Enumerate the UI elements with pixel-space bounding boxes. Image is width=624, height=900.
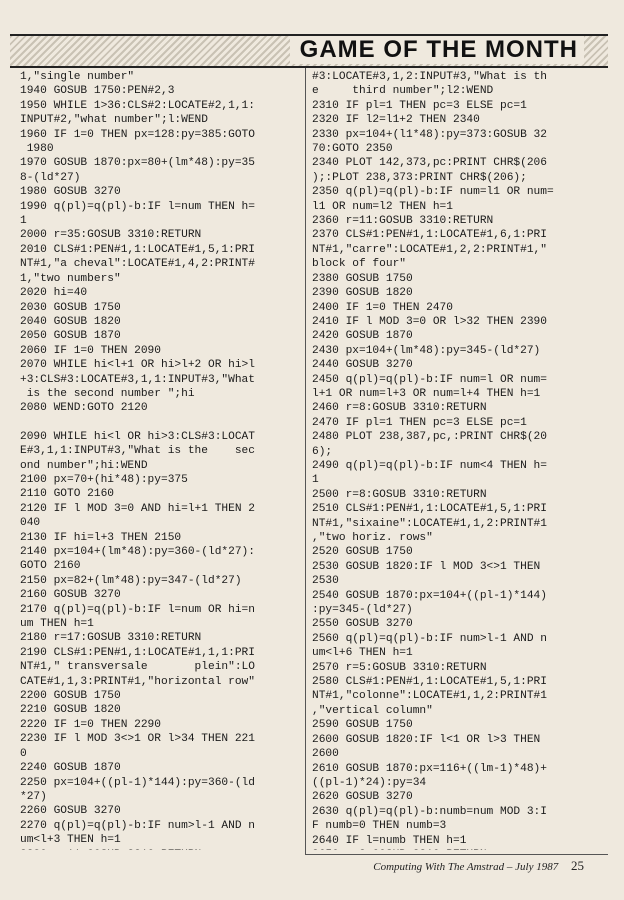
code-line: 0 (20, 747, 27, 760)
code-line: 2380 GOSUB 1750 (312, 272, 413, 285)
code-line: 2550 GOSUB 3270 (312, 618, 413, 631)
code-line: 2120 IF l MOD 3=0 AND hi=l+1 THEN 2 (20, 502, 255, 515)
code-line: 2430 px=104+(lm*48):py=345-(ld*27) (312, 344, 541, 357)
code-line: 2570 r=5:GOSUB 3310:RETURN (312, 661, 487, 674)
publication-credit: Computing With The Amstrad – July 1987 (373, 861, 559, 873)
code-line: 2360 r=11:GOSUB 3310:RETURN (312, 215, 494, 228)
code-line: 2400 IF 1=0 THEN 2470 (312, 301, 453, 314)
code-line: 2150 px=82+(lm*48):py=347-(ld*27) (20, 574, 242, 587)
code-line: *27) (20, 790, 47, 803)
code-line: 2320 IF l2=l1+2 THEN 2340 (312, 114, 480, 127)
code-line: NT#1," transversale plein":LO (20, 661, 255, 674)
code-line: 2630 q(pl)=q(pl)-b:numb=num MOD 3:I (312, 805, 547, 818)
code-line: 2010 CLS#1:PEN#1,1:LOCATE#1,5,1:PRI (20, 243, 255, 256)
code-line: #3:LOCATE#3,1,2:INPUT#3,"What is th (312, 71, 547, 83)
code-line: 2130 IF hi=l+3 THEN 2150 (20, 531, 182, 544)
code-line: 1,"two numbers" (20, 272, 121, 285)
code-line: 2530 GOSUB 1820:IF l MOD 3<>1 THEN (312, 560, 541, 573)
listing-column-right (312, 70, 608, 850)
code-line: ,"two horiz. rows" (312, 532, 433, 544)
code-line: NT#1,"sixaine":LOCATE#1,1,2:PRINT#1 (312, 517, 547, 530)
code-line (20, 848, 302, 850)
code-line: 2490 q(pl)=q(pl)-b:IF num<4 THEN h= (312, 459, 547, 472)
code-line: 2080 WEND:GOTO 2120 (20, 402, 148, 415)
code-line: 2030 GOSUB 1750 (20, 301, 121, 314)
code-line: 2440 GOSUB 3270 (312, 359, 413, 372)
code-line: 2600 (312, 748, 339, 761)
code-line: ((pl-1)*24):py=34 (312, 776, 427, 789)
code-line: 2480 PLOT 238,387,pc,:PRINT CHR$(20 (312, 431, 547, 444)
code-line: 2230 IF l MOD 3<>1 OR l>34 THEN 221 (20, 733, 255, 746)
code-line: GOTO 2160 (20, 560, 81, 573)
page-number: 25 (571, 858, 584, 873)
code-line: 2610 GOSUB 1870:px=116+((lm-1)*48)+ (312, 762, 547, 775)
code-line: 2250 px=104+((pl-1)*144):py=360-(ld (20, 776, 255, 789)
code-line: 2370 CLS#1:PEN#1,1:LOCATE#1,6,1:PRI (312, 229, 547, 242)
code-line: 2190 CLS#1:PEN#1,1:LOCATE#1,1,1:PRI (20, 646, 255, 659)
code-line: um<l+6 THEN h=1 (312, 647, 413, 660)
code-line: ond number";hi:WEND (20, 459, 148, 472)
code-line: 2390 GOSUB 1820 (312, 287, 413, 300)
code-line: 2600 GOSUB 1820:IF l<1 OR l>3 THEN (312, 733, 541, 746)
code-line: 2640 IF l=numb THEN h=1 (312, 834, 467, 847)
code-line: 1980 GOSUB 3270 (20, 186, 121, 199)
code-line: 1 (20, 215, 27, 228)
code-line: 1 (312, 474, 319, 487)
code-line: is the second number ";hi (20, 387, 195, 400)
code-line: 2220 IF 1=0 THEN 2290 (20, 718, 161, 731)
code-line: 2270 q(pl)=q(pl)-b:IF num>l-1 AND n (20, 819, 255, 832)
code-line: block of four" (312, 258, 406, 271)
code-line: E#3,1,1:INPUT#3,"What is the sec (20, 445, 255, 458)
code-line: 2410 IF l MOD 3=0 OR l>32 THEN 2390 (312, 315, 547, 328)
code-line: e third number";l2:WEND (312, 85, 494, 98)
code-line: 2110 GOTO 2160 (20, 488, 114, 501)
code-line: NT#1,"carre":LOCATE#1,2,2:PRINT#1," (312, 243, 547, 256)
code-line: 2050 GOSUB 1870 (20, 330, 121, 343)
code-line: 2180 r=17:GOSUB 3310:RETURN (20, 632, 202, 645)
code-line: 2520 GOSUB 1750 (312, 546, 413, 559)
code-line: 2000 r=35:GOSUB 3310:RETURN (20, 229, 202, 242)
code-line: um THEN h=1 (20, 618, 94, 631)
code-line: 2540 GOSUB 1870:px=104+((pl-1)*144) (312, 589, 547, 602)
code-line: CATE#1,1,3:PRINT#1,"horizontal row" (20, 675, 255, 688)
code-line: 2420 GOSUB 1870 (312, 330, 413, 343)
code-line: );:PLOT 238,373:PRINT CHR$(206); (312, 171, 527, 184)
code-line: 1,"single number" (20, 71, 135, 83)
code-line: 2260 GOSUB 3270 (20, 805, 121, 818)
code-line: 1990 q(pl)=q(pl)-b:IF l=num THEN h= (20, 200, 255, 213)
code-line: l1 OR num=l2 THEN h=1 (312, 200, 453, 213)
code-line: 2170 q(pl)=q(pl)-b:IF l=num OR hi=n (20, 603, 255, 616)
code-line: NT#1,"colonne":LOCATE#1,1,2:PRINT#1 (312, 690, 547, 703)
code-line: 8-(ld*27) (20, 171, 81, 184)
code-line: 2620 GOSUB 3270 (312, 791, 413, 804)
footer-rule (305, 854, 608, 855)
code-line: 2560 q(pl)=q(pl)-b:IF num>l-1 AND n (312, 632, 547, 645)
code-line: 1950 WHILE 1>36:CLS#2:LOCATE#2,1,1: (20, 99, 255, 112)
code-line: 2240 GOSUB 1870 (20, 762, 121, 775)
code-line: 1980 (20, 143, 54, 156)
code-line: 2450 q(pl)=q(pl)-b:IF num=l OR num= (312, 373, 547, 386)
code-line: 2160 GOSUB 3270 (20, 589, 121, 602)
code-line: 2200 GOSUB 1750 (20, 690, 121, 703)
code-line: 2530 (312, 575, 339, 588)
page-footer (373, 858, 584, 874)
code-line: 2070 WHILE hi<l+1 OR hi>l+2 OR hi>l (20, 359, 255, 372)
column-divider (305, 68, 306, 854)
code-line: 2090 WHILE hi<l OR hi>3:CLS#3:LOCAT (20, 430, 255, 443)
code-line: 2330 px=104+(l1*48):py=373:GOSUB 32 (312, 128, 547, 141)
code-line (312, 848, 608, 850)
code-line: 2310 IF pl=1 THEN pc=3 ELSE pc=1 (312, 99, 527, 112)
code-line: 1940 GOSUB 1750:PEN#2,3 (20, 85, 175, 98)
code-line: F numb=0 THEN numb=3 (312, 820, 447, 833)
code-line: 2060 IF 1=0 THEN 2090 (20, 344, 161, 357)
code-line: 2040 GOSUB 1820 (20, 315, 121, 328)
code-line: l+1 OR num=l+3 OR num=l+4 THEN h=1 (312, 387, 541, 400)
listing-column-left (20, 70, 302, 850)
code-line: 70:GOTO 2350 (312, 143, 393, 156)
section-title: GAME OF THE MONTH (290, 36, 584, 64)
code-line: ,"vertical column" (312, 704, 433, 717)
code-line: 2470 IF pl=1 THEN pc=3 ELSE pc=1 (312, 416, 527, 429)
code-line: 2590 GOSUB 1750 (312, 719, 413, 732)
code-line: 2210 GOSUB 1820 (20, 704, 121, 717)
code-line: 2020 hi=40 (20, 287, 88, 300)
code-line: +3:CLS#3:LOCATE#3,1,1:INPUT#3,"What (20, 373, 255, 386)
code-line: NT#1,"a cheval":LOCATE#1,4,2:PRINT# (20, 258, 255, 271)
code-line: 2500 r=8:GOSUB 3310:RETURN (312, 488, 487, 501)
code-line: 2100 px=70+(hi*48):py=375 (20, 473, 188, 486)
code-line: :py=345-(ld*27) (312, 604, 413, 617)
code-line: 1960 IF 1=0 THEN px=128:py=385:GOTO (20, 128, 255, 141)
code-line: 2460 r=8:GOSUB 3310:RETURN (312, 402, 487, 415)
code-line: 2580 CLS#1:PEN#1,1:LOCATE#1,5,1:PRI (312, 676, 547, 689)
code-line: INPUT#2,"what number";l:WEND (20, 114, 208, 127)
code-line: 2350 q(pl)=q(pl)-b:IF num=l1 OR num= (312, 186, 554, 199)
code-line: 040 (20, 517, 41, 530)
listing-gap (20, 416, 302, 430)
code-line: 6); (312, 445, 333, 458)
code-line: 2340 PLOT 142,373,pc:PRINT CHR$(206 (312, 157, 547, 170)
code-line: 2510 CLS#1:PEN#1,1:LOCATE#1,5,1:PRI (312, 503, 547, 516)
code-line: 1970 GOSUB 1870:px=80+(lm*48):py=35 (20, 157, 255, 170)
code-line: um<l+3 THEN h=1 (20, 834, 121, 847)
code-line: 2140 px=104+(lm*48):py=360-(ld*27): (20, 546, 255, 558)
